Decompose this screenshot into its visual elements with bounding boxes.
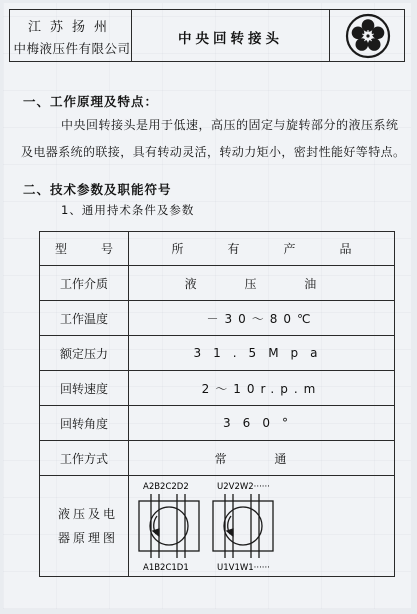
row-value: －30～80℃ (129, 301, 395, 336)
row-label: 额定压力 (40, 336, 129, 371)
row-value: 2～10r.p.m (129, 371, 395, 406)
header-box (9, 9, 405, 62)
row-label: 工作温度 (40, 301, 129, 336)
spec-table (39, 231, 395, 577)
plum-blossom-logo-icon (345, 13, 391, 59)
paragraph-line: 及电器系统的联接，具有转动灵活，转动力矩小，密封性能好等特点。 (21, 145, 406, 159)
port-label-bottom-left: A1B2C1D1 (143, 563, 189, 573)
table-header-row (40, 232, 395, 266)
table-row (40, 336, 395, 371)
company-location: 江苏扬州 (27, 20, 116, 35)
row-value: 31.5Mpa (129, 336, 395, 371)
header-cell-model (40, 232, 129, 266)
table-row (40, 441, 395, 476)
row-value: 液 压 油 (129, 266, 395, 301)
header-char: 所 (171, 242, 184, 256)
header-char: 号 (101, 242, 114, 256)
table-row (40, 371, 395, 406)
header-char: 型 (54, 242, 67, 256)
section-heading: 一、工作原理及特点： (23, 94, 159, 109)
company-name: 中梅液压件有限公司 (13, 41, 131, 56)
row-label: 工作方式 (40, 441, 129, 476)
row-label: 回转角度 (40, 406, 129, 441)
table-row-diagram (40, 476, 395, 577)
table-row (40, 266, 395, 301)
header-char: 有 (227, 242, 240, 256)
diagram-label-line: 器原理图 (58, 531, 119, 545)
diagram-label-line: 液压及电 (58, 507, 119, 521)
port-label-top-left: A2B2C2D2 (143, 482, 189, 492)
header-char: 品 (339, 242, 352, 256)
section-heading: 二、技术参数及职能符号 (23, 182, 172, 197)
header-divider (329, 10, 330, 61)
diagram-label-cell (40, 476, 129, 577)
row-label: 回转速度 (40, 371, 129, 406)
electric-swivel-symbol (213, 494, 273, 558)
row-label: 工作介质 (40, 266, 129, 301)
subsection-heading: 1、通用持术条件及参数 (61, 203, 195, 217)
document-title: 中央回转接头 (178, 31, 283, 47)
row-value: 常 通 (129, 441, 395, 476)
hydraulic-swivel-symbol (139, 494, 199, 558)
table-row (40, 301, 395, 336)
paragraph-line: 中央回转接头是用于低速，高压的固定与旋转部分的液压系统 (61, 118, 399, 132)
row-value: 360° (129, 406, 395, 441)
port-label-top-right: U2V2W2······ (217, 482, 270, 492)
schematic-diagram (129, 476, 395, 576)
diagram-cell (129, 476, 395, 577)
header-char: 产 (283, 242, 296, 256)
table-row (40, 406, 395, 441)
header-cell-products (129, 232, 395, 266)
port-label-bottom-right: U1V1W1······ (217, 563, 270, 573)
document-page (3, 3, 411, 609)
